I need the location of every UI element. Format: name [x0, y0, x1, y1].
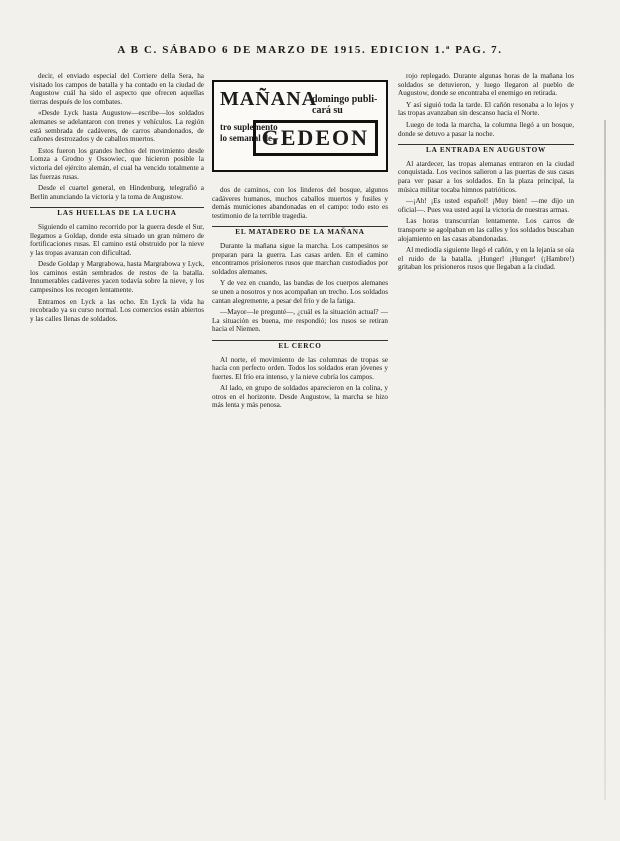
paragraph: Desde el cuartel general, en Hindenburg, telegrafió a Berlín anunciando la victoria y la toma de Augustow.: [30, 184, 204, 201]
paragraph: Al mediodía siguiente llegó el cañón, y en la lejanía se oía el ruido de la batalla. ¡Hunger! ¡Hunger! (¡Hambre!) gritaban los prisioneros rusos que llegaban a la ciudad.: [398, 246, 574, 272]
section-heading: LAS HUELLAS DE LA LUCHA: [30, 207, 204, 219]
advert-line: domingo publi-: [312, 94, 378, 105]
advert-line: lo semanal de: [220, 133, 273, 143]
page-header: A B C. SÁBADO 6 DE MARZO DE 1915. EDICION 1.ª PAG. 7.: [117, 44, 503, 56]
paragraph: Luego de toda la marcha, la columna llegó a un bosque, donde se detuvo a pasar la noche.: [398, 120, 574, 138]
section-heading: EL CERCO: [212, 340, 388, 352]
paragraph: Y así siguió toda la tarde. El cañón resonaba a lo lejos y las tropas avanzaban sin descanso hacia el Norte.: [398, 100, 574, 118]
section-heading: LA ENTRADA EN AUGUSTOW: [398, 144, 574, 156]
paragraph: «Desde Lyck hasta Augustow—escribe—los soldados alemanes se adelantaron con trenes y vehículos. La región está sembrada de cadáveres, de carros abandonados, de cañones destrozados y de caballos muertos.: [30, 109, 204, 144]
advert-brand: GEDEON: [253, 120, 378, 156]
column-right: [398, 72, 574, 832]
paragraph: Desde Goldap y Margrabowa, hasta Margrabowa y Lyck, los caminos están sembrados de restos de la batalla. Innumerables cadáveres yacen todavía sobre la nieve, y los campesinos los recogen lentamente.: [30, 260, 204, 295]
paragraph: dos de caminos, con los linderos del bosque, algunos cadáveres humanos, muchos caballos muertos y fusiles y demás municiones abandonadas en el campo: todo esto es testimonio de la terrible tragedia.: [212, 186, 388, 220]
advert-subline: [312, 94, 377, 116]
section-heading: EL MATADERO DE LA MAÑANA: [212, 226, 388, 238]
column-middle: [212, 186, 388, 832]
paragraph: Y de vez en cuando, las bandas de los cuerpos alemanes se unen a nosotros y nos acompañan un trecho. Los soldados cantan alegremente, a pesar del frío y de la fatiga.: [212, 279, 388, 305]
advert-box: [212, 80, 388, 172]
paragraph: rojo replegado. Durante algunas horas de la mañana los soldados se detuvieron, y luego llegaron al pueblo de Augustow, donde se encontraba el enemigo en retirada.: [398, 72, 574, 98]
paragraph: Durante la mañana sigue la marcha. Los campesinos se preparan para la guerra. Las casas arden. En el camino encontramos prisioneros rusos que marchan custodiados por soldados alemanes.: [212, 241, 388, 276]
paragraph: Estos fueron los grandes hechos del movimiento desde Lomza a Grodno y Ossowiec, que hicieron posible la victoria del ejército alemán, el cual ha vencido totalmente a las fuerzas rusas.: [30, 146, 204, 181]
advert-line: cará su: [312, 105, 343, 116]
paragraph: —Mayor—le pregunté—, ¿cuál es la situación actual? —La situación es buena, me respondió; los rusos se retiran hacia el Niemen.: [212, 308, 388, 334]
page-edge-shadow: [604, 120, 606, 800]
paragraph: Al norte, el movimiento de las columnas de tropas se hacía con perfecto orden. Todos los soldados eran jóvenes y fuertes. El frío era intenso, y la nieve cubría los campos.: [212, 355, 388, 381]
advert-line: tro suplemento: [220, 122, 278, 132]
paragraph: Al atardecer, las tropas alemanas entraron en la ciudad conquistada. Los vecinos salieron a las puertas de sus casas para ver pasar a los soldados. En la plaza principal, la música militar tocaba himnos patrióticos.: [398, 159, 574, 194]
advert-headline: MAÑANA: [220, 88, 318, 110]
paragraph: Siguiendo el camino recorrido por la guerra desde el Sur, llegamos a Goldap, donde esta situado un gran número de fortificaciones rusas. El camino está obstruido por la nieve y las tropas avanzan con dificultad.: [30, 222, 204, 257]
paragraph: Entramos en Lyck a las ocho. En Lyck la vida ha recobrado ya su curso normal. Los comercios están abiertos y las calles llenas de soldados.: [30, 297, 204, 323]
paragraph: decir, el enviado especial del Corriere della Sera, ha visitado los campos de batalla y ha contado en la ciudad de Augustow cuál ha sido el aspecto que ofrecen aquellas tierras después de los combates.: [30, 72, 204, 106]
paragraph: Al lado, en grupo de soldados aparecieron en la colina, y otros en el horizonte. Desde Augustow, la marcha se hizo más lenta y más penosa.: [212, 384, 388, 410]
paragraph: —¡Ah! ¡Es usted español! ¡Muy bien! —me dijo un oficial—. Pues vea usted aquí la victoria de nuestras armas.: [398, 197, 574, 214]
paragraph: Las horas transcurrían lentamente. Los carros de transporte se agolpaban en las calles y los soldados buscaban alojamiento en las casas abandonadas.: [398, 217, 574, 243]
column-left: [30, 72, 204, 832]
